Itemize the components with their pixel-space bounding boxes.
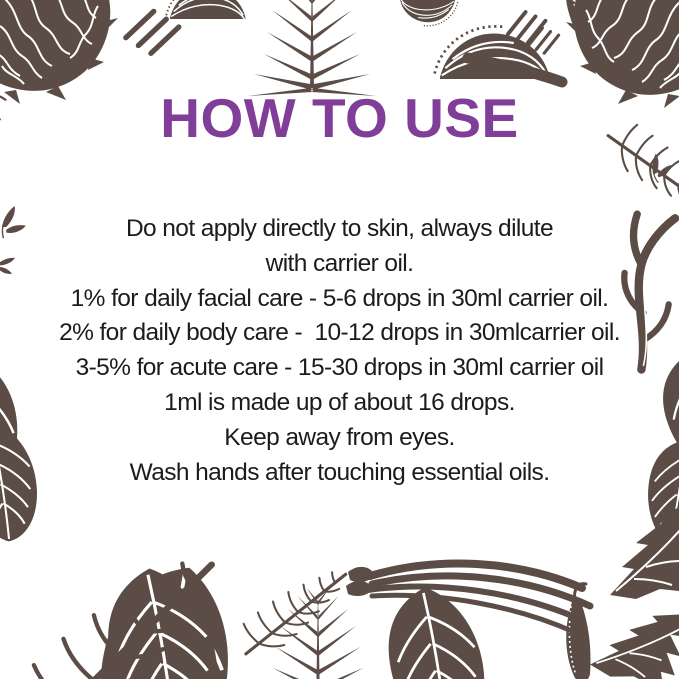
instruction-line: 1ml is made up of about 16 drops.: [164, 388, 515, 416]
instruction-line: 2% for daily body care - 10-12 drops in 30mlcarrier oil.: [59, 319, 620, 347]
page-title: HOW TO USE: [160, 87, 519, 149]
instruction-line: 3-5% for acute care - 15-30 drops in 30ml carrier oil: [75, 354, 604, 382]
instruction-line: with carrier oil.: [265, 249, 414, 277]
instruction-line: Wash hands after touching essential oils.: [129, 458, 550, 486]
instructions-block: [0, 212, 679, 490]
instruction-line: 1% for daily facial care - 5-6 drops in 30ml carrier oil.: [70, 284, 609, 312]
instruction-line: Keep away from eyes.: [224, 423, 455, 451]
instruction-line: Do not apply directly to skin, always dilute: [125, 215, 554, 242]
